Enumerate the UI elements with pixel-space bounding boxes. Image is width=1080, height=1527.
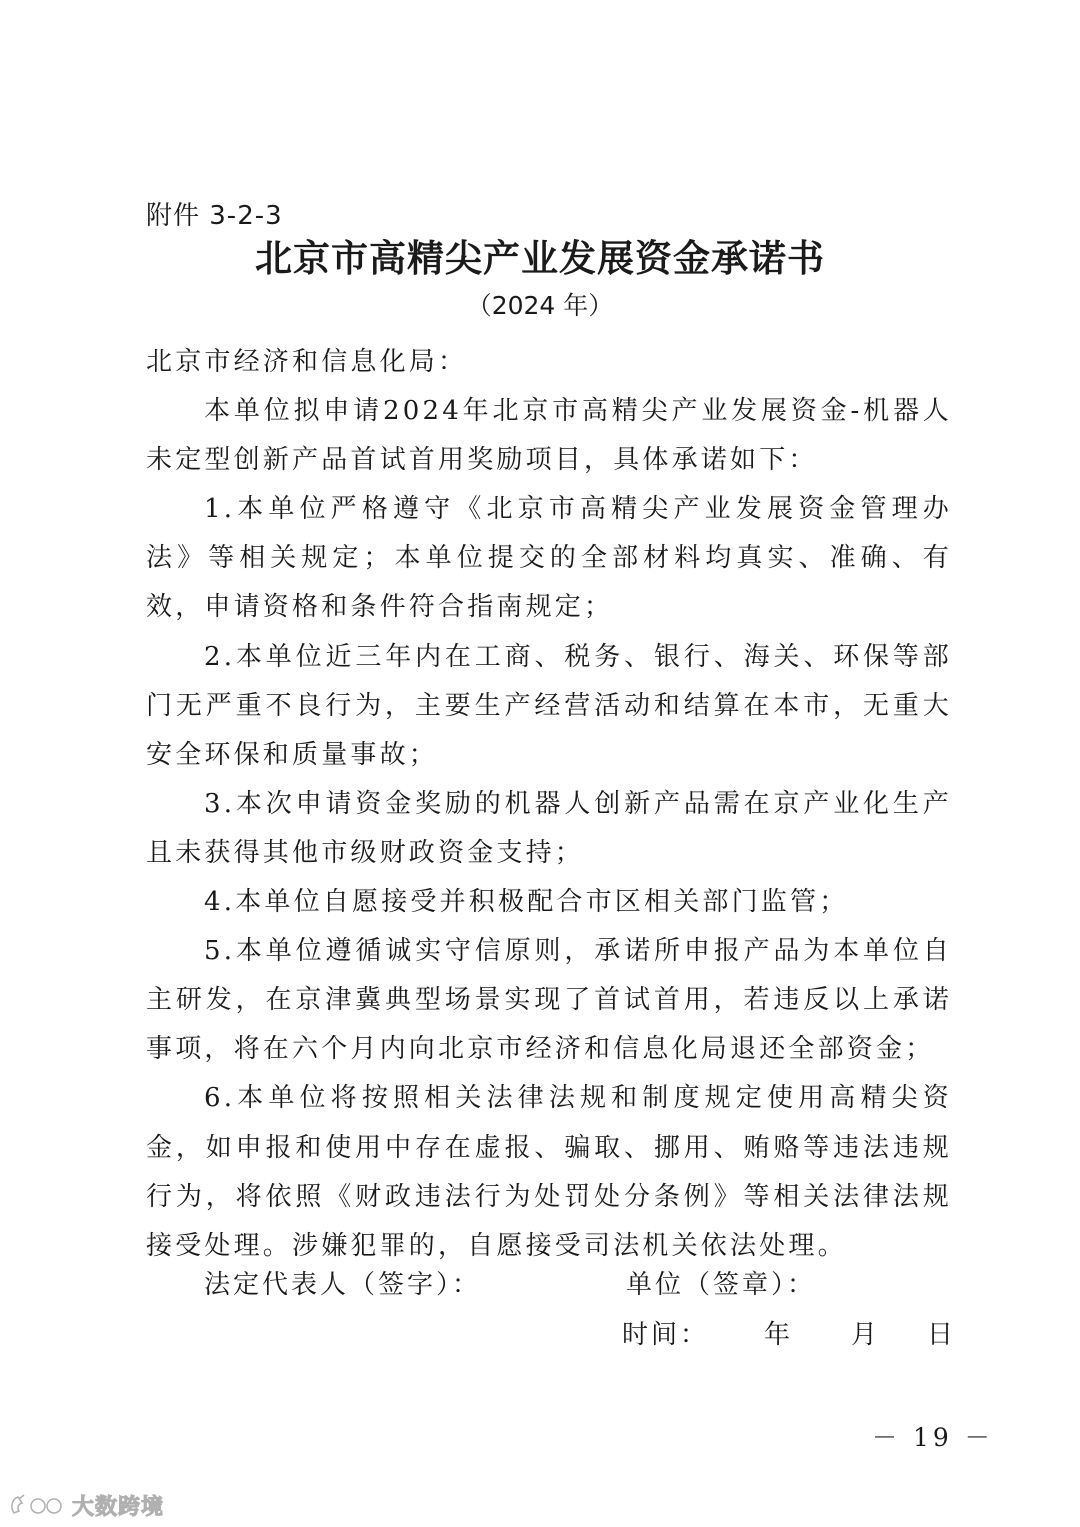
year-note: （2024 年） [466, 291, 614, 320]
signature-row [0, 1264, 1080, 1308]
intro-paragraph: 本单位拟申请2024年北京市高精尖产业发展资金-机器人未定型创新产品首试首用奖励项目，具体承诺如下： [146, 396, 952, 476]
page-number: － 19 － [872, 1423, 994, 1452]
date-label: 时间： [622, 1320, 710, 1350]
letter-body [146, 338, 952, 1271]
commitment-item-6: 6.本单位将按照相关法律法规和制度规定使用高精尖资金，如申报和使用中存在虚报、骗取、挪用、贿赂等违法违规行为，将依照《财政违法行为处罚处分条例》等相关法律法规接受处理。涉嫌犯罪的，自愿接受司法机关依法处理。 [146, 1083, 952, 1261]
attachment-label: 附件 3-2-3 [146, 201, 283, 231]
commitment-item-4: 4.本单位自愿接受并积极配合市区相关部门监管； [204, 887, 849, 918]
brand-logo-icon [8, 1491, 70, 1519]
watermark-text: 大数跨境 [72, 1494, 165, 1520]
commitment-item-2: 2.本单位近三年内在工商、税务、银行、海关、环保等部门无严重不良行为，主要生产经营活动和结算在本市，无重大安全环保和质量事故； [146, 641, 952, 770]
commitment-item-5: 5.本单位遵循诚实守信原则，承诺所申报产品为本单位自主研发，在京津冀典型场景实现了首试首用，若违反以上承诺事项，将在六个月内向北京市经济和信息化局退还全部资金； [146, 936, 952, 1065]
day-label: 日 [927, 1320, 957, 1350]
document-title: 北京市高精尖产业发展资金承诺书 [255, 237, 825, 280]
month-label: 月 [851, 1320, 881, 1350]
commitment-item-1: 1.本单位严格遵守《北京市高精尖产业发展资金管理办法》等相关规定；本单位提交的全部材料均真实、准确、有效，申请资格和条件符合指南规定； [146, 494, 952, 623]
watermark [8, 1490, 164, 1520]
unit-seal-label: 单位（签章）： [626, 1270, 817, 1300]
commitment-item-3: 3.本次申请资金奖励的机器人创新产品需在京产业化生产且未获得其他市级财政资金支持； [146, 788, 952, 868]
date-row [0, 1314, 1080, 1358]
addressee: 北京市经济和信息化局： [146, 347, 468, 377]
year-label: 年 [764, 1320, 794, 1350]
legal-rep-signature-label: 法定代表人（签字）： [204, 1270, 482, 1300]
